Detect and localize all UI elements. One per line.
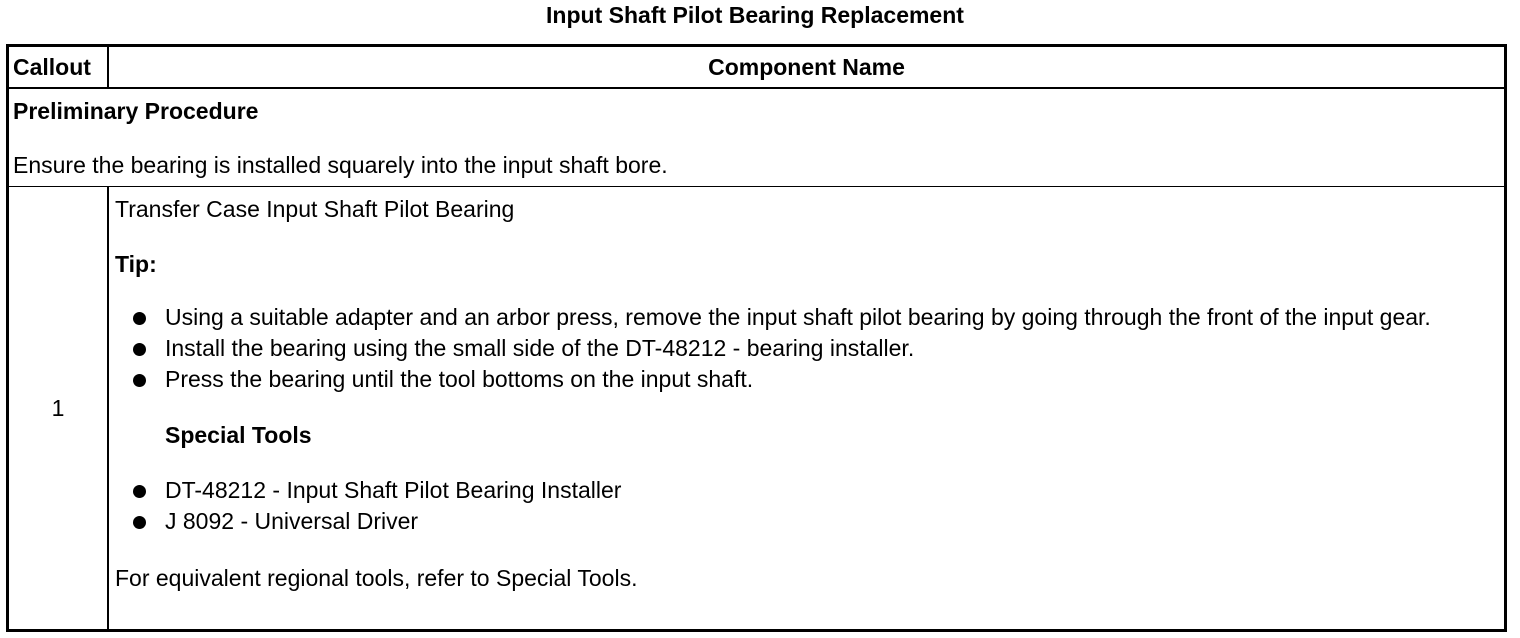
tool-text: J 8092 - Universal Driver <box>165 508 419 534</box>
list-item <box>115 333 1498 364</box>
bullet-icon <box>133 485 146 498</box>
bullet-icon <box>133 343 146 356</box>
preliminary-text: Ensure the bearing is installed squarely into the input shaft bore. <box>13 152 668 178</box>
tip-text: Using a suitable adapter and an arbor press, remove the input shaft pilot bearing by going through the front of the input gear. <box>165 304 1431 330</box>
table-row <box>8 187 1506 631</box>
list-item <box>115 302 1498 333</box>
bullet-icon <box>133 374 146 387</box>
special-tools-label: Special Tools <box>165 422 312 448</box>
equivalent-tools-note: For equivalent regional tools, refer to Special Tools. <box>115 565 638 591</box>
tool-text: DT-48212 - Input Shaft Pilot Bearing Installer <box>165 477 622 503</box>
tip-list <box>115 302 1498 395</box>
preliminary-row <box>8 88 1506 187</box>
tip-label: Tip: <box>115 251 157 277</box>
special-tools-list <box>115 475 1498 537</box>
tip-text: Install the bearing using the small side of the DT-48212 - bearing installer. <box>165 335 915 361</box>
document-title: Input Shaft Pilot Bearing Replacement <box>546 2 964 28</box>
header-callout: Callout <box>8 46 109 89</box>
list-item <box>115 475 1498 506</box>
callout-number: 1 <box>8 187 109 631</box>
bullet-icon <box>133 516 146 529</box>
list-item <box>115 506 1498 537</box>
tip-text: Press the bearing until the tool bottoms on the input shaft. <box>165 366 754 392</box>
preliminary-title: Preliminary Procedure <box>13 98 259 124</box>
bullet-icon <box>133 312 146 325</box>
list-item <box>115 364 1498 395</box>
preliminary-cell <box>8 88 1506 187</box>
component-name: Transfer Case Input Shaft Pilot Bearing <box>115 196 515 222</box>
procedure-table <box>6 44 1507 632</box>
component-cell <box>108 187 1506 631</box>
table-header-row <box>8 46 1506 89</box>
header-component-name: Component Name <box>108 46 1506 89</box>
